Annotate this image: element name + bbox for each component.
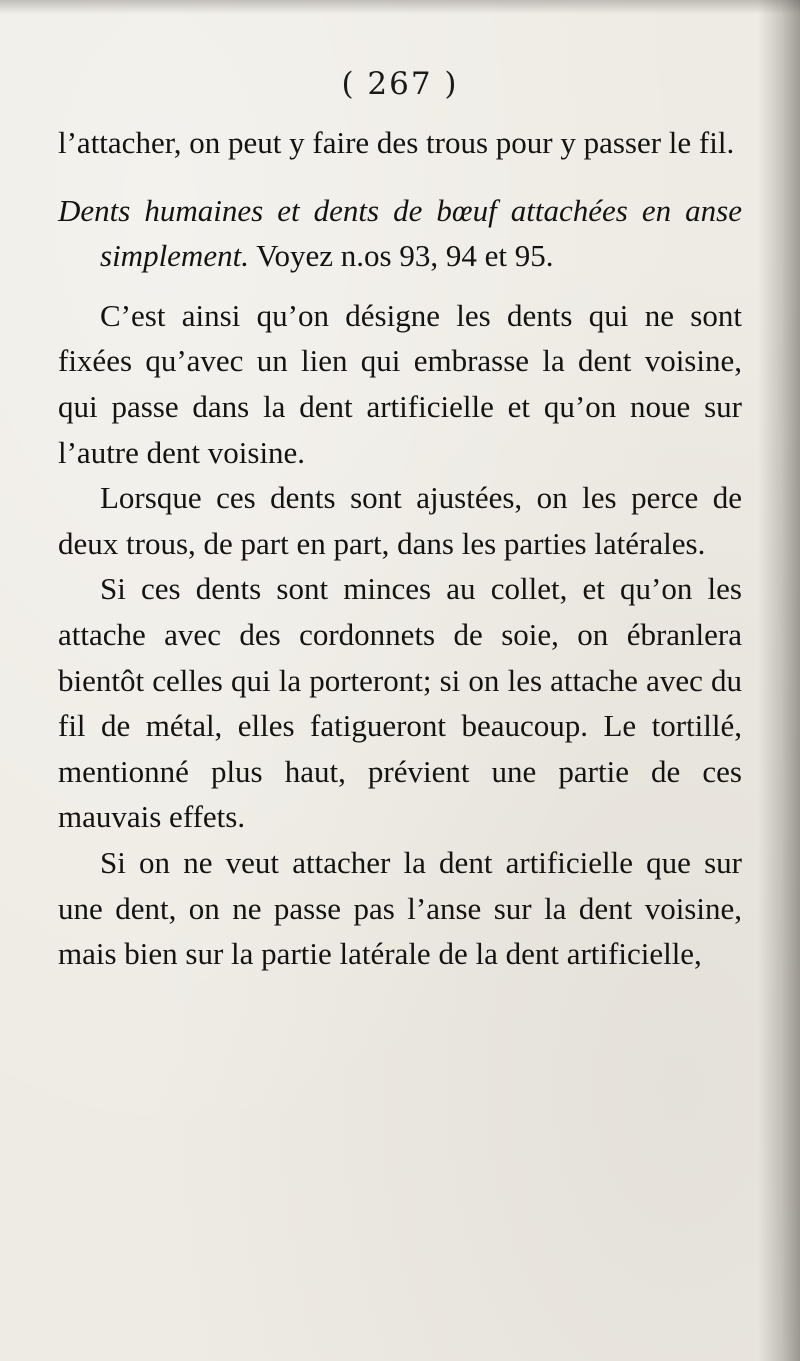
paragraph-continuation: l’attacher, on peut y faire des trous pour y passer le fil. <box>58 125 735 160</box>
section-heading-title: Dents humaines et dents de bœuf attachées en anse simplement. <box>58 192 742 274</box>
body-text <box>58 120 742 977</box>
paragraph: Si on ne veut attacher la dent artificielle que sur une dent, on ne passe pas l’anse sur la dent voisine, mais bien sur la partie latérale de la dent artificielle, <box>58 844 742 972</box>
paragraph: C’est ainsi qu’on désigne les dents qui ne sont fixées qu’avec un lien qui embrasse la dent voisine, qui passe dans la dent artificielle et qu’on noue sur l’autre dent voisine. <box>58 297 742 470</box>
section-heading-reference: Voyez n.os 93, 94 et 95. <box>248 238 554 274</box>
paragraph: Si ces dents sont minces au collet, et qu’on les attache avec des cordonnets de soie, on ébranlera bientôt celles qui la porteront; si on les attache avec du fil de métal, elles fatigueront beaucoup. Le tortillé, mentionné plus haut, prévient une partie de ces mauvais effets. <box>58 571 742 835</box>
page-number: ( 267 ) <box>341 66 459 102</box>
paragraph: Lorsque ces dents sont ajustées, on les perce de deux trous, de part en part, dans les parties latérales. <box>58 480 742 561</box>
section-heading <box>58 188 742 279</box>
page-edge-shadow <box>758 0 800 1361</box>
page-top-shadow <box>0 0 800 14</box>
